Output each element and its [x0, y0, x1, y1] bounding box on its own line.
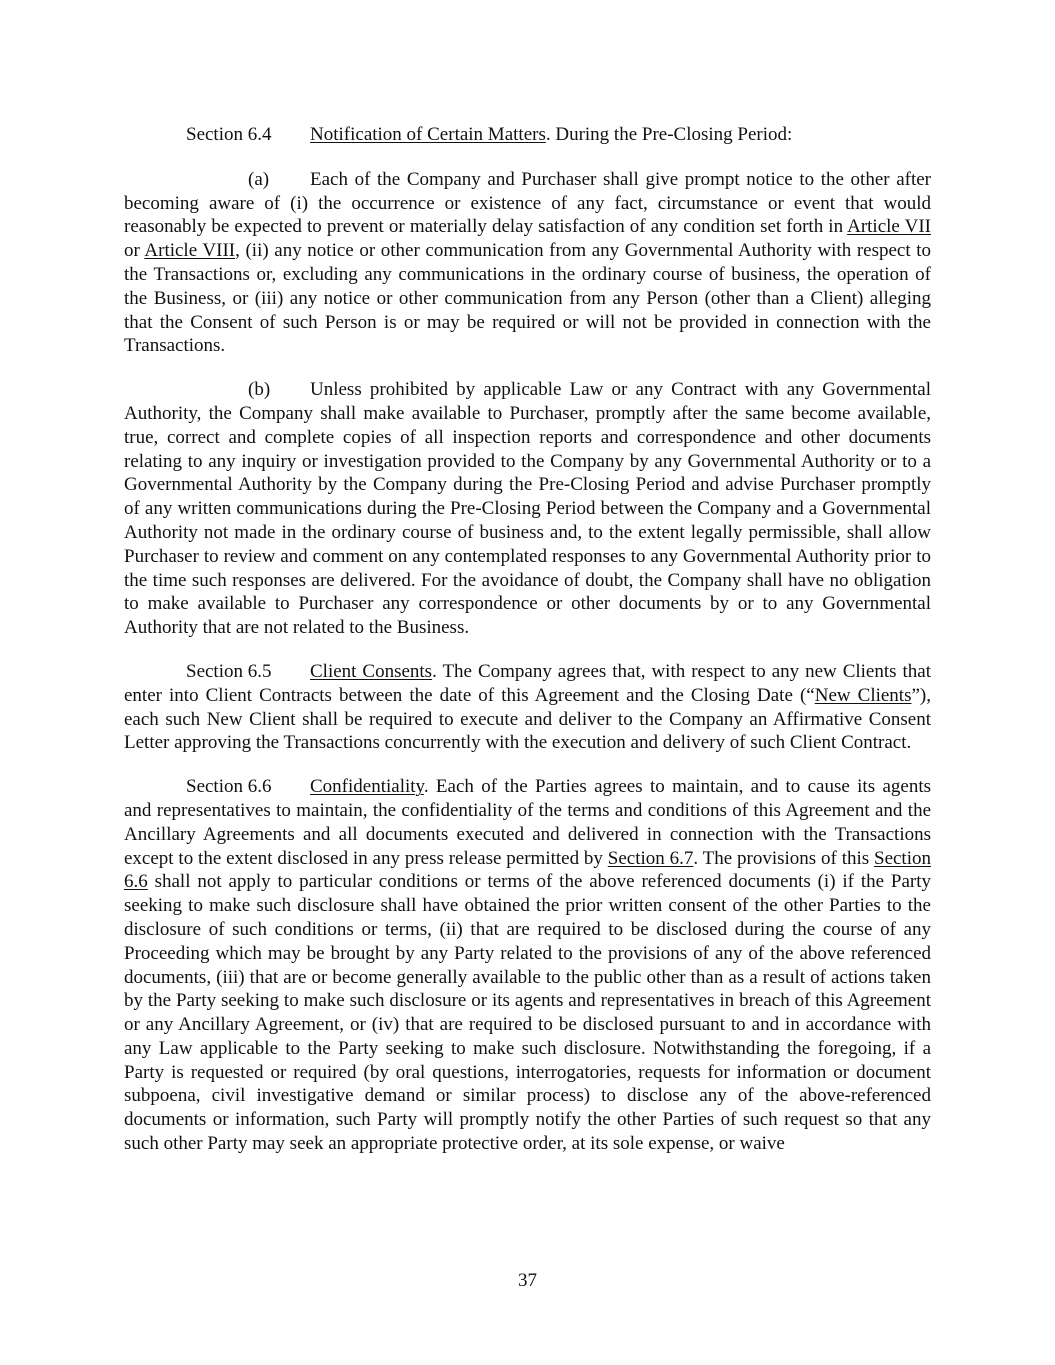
paragraph-text: ”), each such New Client shall be required to execute and deliver to the Company an Affirmative Consent Letter approving the Transactions concurrently with the execution and delivery of such Client Contract.	[124, 684, 931, 754]
section-6-4-heading	[124, 123, 931, 147]
section-6-6	[124, 775, 931, 1156]
paragraph-text: , (ii) any notice or other communication from any Governmental Authority with respect to the Transactions or, excluding any communications in the ordinary course of business, the operation of the Business, or (iii) any notice or other communication from any Person (other than a Client) alleging that the Consent of such Person is or may be required or will not be provided in connection with the Transactions.	[124, 240, 932, 357]
section-6-5	[124, 660, 931, 755]
paragraph-text: . The provisions of this	[693, 847, 874, 869]
section-text: . During the Pre-Closing Period:	[545, 124, 793, 145]
cross-reference: Section 6.7	[607, 847, 694, 869]
paragraph-text: . The Company agrees that, with respect to any new Clients that enter into Client Contracts between the date of this Agreement and the Closing Date (“	[124, 660, 931, 706]
paragraph-text: Each of the Company and Purchaser shall give prompt notice to the other after becoming aware of (i) the occurrence or existence of any fact, circumstance or event that would reasonably be expected to prevent or materially delay satisfaction of any condition set forth in	[124, 168, 931, 238]
section-title: Confidentiality	[310, 776, 424, 798]
paragraph-text: or	[124, 240, 145, 262]
section-title: Notification of Certain Matters	[310, 124, 546, 145]
paragraph-text: Unless prohibited by applicable Law or any Contract with any Governmental Authority, the Company shall make available to Purchaser, promptly after the same become available, true, correct and complete copies of all inspection reports and correspondence and other documents relating to any inquiry or investigation provided to the Company by any Governmental Authority or to a Governmental Authority by the Company during the Pre-Closing Period and advise Purchaser promptly of any written communications during the Pre-Closing Period between the Company and a Governmental Authority not made in the ordinary course of business and, to the extent legally permissible, shall allow Purchaser to review and comment on any contemplated responses to any Governmental Authority prior to the time such responses are delivered. For the avoidance of doubt, the Company shall have no obligation to make available to Purchaser any correspondence or other documents by or to any Governmental Authority that are not related to the Business.	[124, 379, 931, 639]
document-page	[124, 123, 931, 1176]
section-title: Client Consents	[310, 660, 433, 682]
section-6-4-b	[124, 378, 931, 640]
cross-reference: Article VIII	[144, 240, 236, 262]
subsection-label: (a)	[248, 168, 270, 190]
paragraph-text: . Each of the Parties agrees to maintain, and to cause its agents and representatives to maintain, the confidentiality of the terms and conditions of this Agreement and the Ancillary Agreements and all documents executed and delivered in connection with the Transactions except to the extent disclosed in any press release permitted by	[124, 776, 931, 869]
section-6-4-a	[124, 168, 931, 358]
subsection-label: (b)	[248, 379, 271, 401]
section-number: Section 6.5	[186, 660, 272, 682]
section-number: Section 6.4	[186, 124, 272, 145]
cross-reference: Section 6.6	[124, 847, 931, 893]
defined-term: New Clients	[814, 684, 912, 706]
cross-reference: Article VII	[847, 216, 931, 238]
paragraph-text: shall not apply to particular conditions or terms of the above referenced documents (i) if the Party seeking to make such disclosure shall have obtained the prior written consent of the other Parties to the disclosure of such conditions or terms, (ii) that are required to be disclosed during the course of any Proceeding which may be brought by any Party related to the provisions of any of the above referenced documents, (iii) that are or become generally available to the public other than as a result of actions taken by the Party seeking to make such disclosure or its agents and representatives in breach of this Agreement or any Ancillary Agreement, or (iv) that are required to be disclosed pursuant to and in accordance with any Law applicable to the Party seeking to make such disclosure. Notwithstanding the foregoing, if a Party is requested or required (by oral questions, interrogatories, requests for information or document subpoena, civil investigative demand or similar process) to disclose any of the above-referenced documents or information, such Party will promptly notify the other Parties of such request so that any such other Party may seek an appropriate protective order, at its sole expense, or waive	[124, 871, 931, 1155]
page-number: 37	[518, 1270, 537, 1291]
section-number: Section 6.6	[186, 776, 272, 798]
